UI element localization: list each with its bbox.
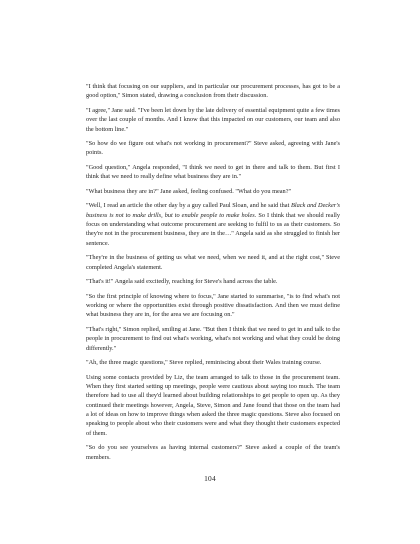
paragraph — [86, 163, 340, 182]
paragraph — [86, 253, 340, 272]
text-run: "I agree," Jane said. "I've been let down by the late delivery of essential equipment quite a few times over the last couple of months. And I know that this impacted on our customers, our team and also the bottom line." — [86, 106, 340, 133]
text-run: "That's it!" Angela said excitedly, reaching for Steve's hand across the table. — [86, 278, 278, 286]
text-run: "What business they are in?" Jane asked, feeling confused. "What do you mean?" — [86, 187, 292, 195]
text-run: "So do you see yourselves as having internal customers?" Steve asked a couple of the team's members. — [86, 444, 340, 461]
paragraph — [86, 139, 340, 158]
paragraph — [86, 358, 340, 367]
text-run: "Well, I read an article the other day by a guy called Paul Sloan, and he said that — [86, 202, 291, 210]
paragraph — [86, 187, 340, 196]
page-number: 104 — [204, 474, 216, 483]
paragraph — [86, 277, 340, 286]
text-run: "So the first principle of knowing where to focus," Jane started to summarise, "is to find what's not working or where the opportunities exist through positive dissatisfaction. And then we must define what business they are in, for the area we are focusing on." — [86, 292, 340, 319]
text-run: "So how do we figure out what's not working in procurement?" Steve asked, agreeing with Jane's points. — [86, 140, 340, 157]
text-run: "Good question," Angela responded, "I think we need to get in there and talk to them. But first I think that we need to really define what business they are in." — [86, 163, 340, 181]
text-run: "Ah, the three magic questions," Steve replied, reminiscing about their Wales training course. — [86, 359, 322, 367]
paragraph — [86, 443, 340, 462]
text-run: Using some contacts provided by Liz, the team arranged to talk to those in the procurement team. When they first started setting up meetings, people were cautious about saying too much. The team therefore had to use all they'd learned about building relationships to get people to open up. As they continued their meetings however, Angela, Steve, Simon and Jane found that those on the team had a lot of ideas on how to improve things when asked the three magic questions. Steve also focused on speaking to people about who their customers were and what they thought their customers expected of them. — [86, 373, 340, 437]
text-run: "I think that focusing on our suppliers, and in particular our procurement processes, has got to be a good option," Simon stated, drawing a conclusion from their discussion. — [86, 83, 340, 100]
text-run: . So I think that we should really focus on understanding what outcome procurement are seeking to fulfil to us as their customers. So they're not in the procurement business, they are in the…" Angela said as she struggled to finish her sentence. — [86, 211, 340, 247]
paragraph — [86, 325, 340, 353]
text-run: "They're in the business of getting us what we need, when we need it, and at the right cost," Steve completed Angela's statement. — [86, 254, 340, 271]
italic-text: Black and Decker's business is not to make drills, but to enable people to make holes — [86, 202, 340, 219]
paragraph — [86, 292, 340, 320]
body-text — [86, 82, 340, 467]
text-run: "That's right," Simon replied, smiling at Jane. "But then I think that we need to get in and talk to the people in procurement to find out what's working, what's not working and what they could be doing differently." — [86, 325, 340, 352]
paragraph — [86, 82, 340, 101]
paragraph — [86, 106, 340, 134]
paragraph — [86, 201, 340, 248]
paragraph — [86, 373, 340, 438]
